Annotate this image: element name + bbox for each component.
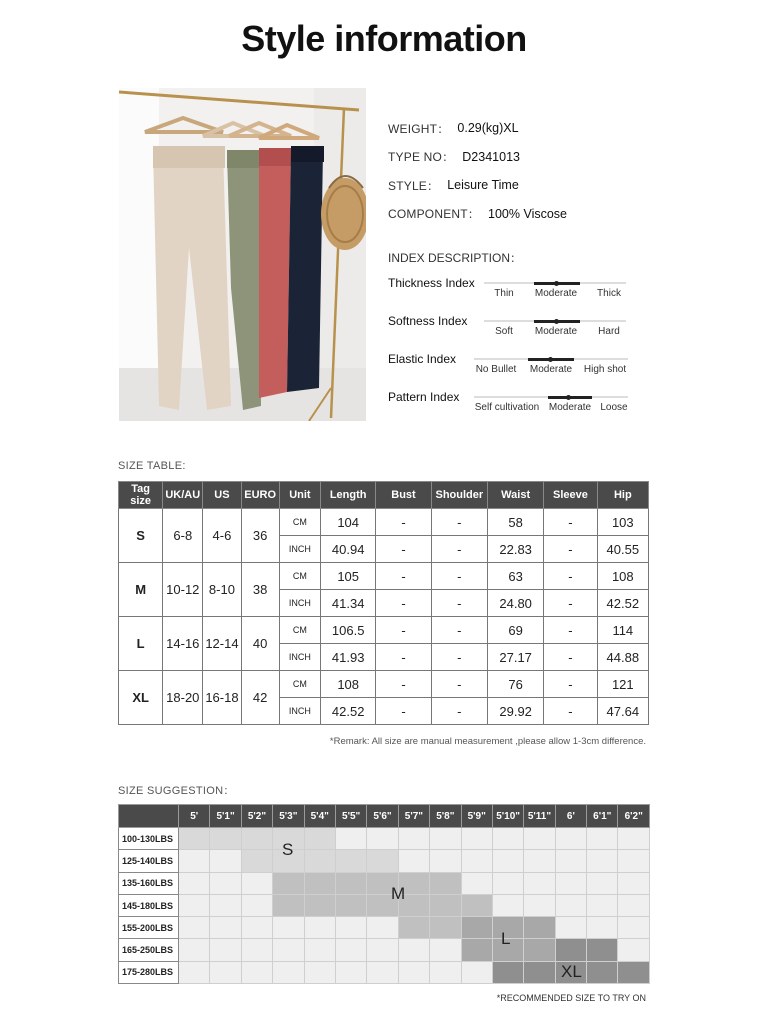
index-option: Moderate: [534, 326, 578, 337]
index-option: Moderate: [534, 288, 578, 299]
length-cell: 106.5: [321, 617, 376, 644]
grid-cell: [555, 939, 586, 961]
grid-cell: [304, 828, 335, 850]
product-attributes: [388, 114, 718, 228]
grid-cell: [304, 917, 335, 939]
attr-style: [388, 171, 718, 200]
index-marker: [548, 357, 553, 362]
grid-cell: [367, 850, 398, 872]
length-cell: 105: [321, 563, 376, 590]
grid-cell: [335, 961, 366, 983]
index-option: Moderate: [548, 402, 592, 413]
bust-cell: -: [376, 536, 431, 563]
table-row: [119, 671, 649, 698]
grid-cell: [524, 872, 555, 894]
size-table-title: SIZE TABLE:: [118, 460, 186, 472]
length-cell: 108: [321, 671, 376, 698]
waist-cell: 22.83: [487, 536, 543, 563]
hip-cell: 108: [597, 563, 648, 590]
grid-cell: [210, 872, 241, 894]
attr-value: D2341013: [462, 149, 520, 164]
grid-cell: [367, 828, 398, 850]
grid-cell: [241, 828, 272, 850]
grid-cell: [461, 917, 492, 939]
grid-cell: [430, 828, 461, 850]
grid-cell: [461, 894, 492, 916]
grid-cell: [555, 894, 586, 916]
attr-value: 0.29(kg)XL: [457, 121, 519, 136]
grid-cell: [587, 917, 618, 939]
sleeve-cell: -: [544, 617, 597, 644]
euro-size: 36: [241, 509, 279, 563]
size-table-header: [119, 482, 649, 509]
index-label: Elastic Index: [388, 352, 457, 366]
hip-cell: 42.52: [597, 590, 648, 617]
grid-cell: [179, 828, 210, 850]
hip-cell: 47.64: [597, 698, 648, 725]
grid-cell: [492, 894, 523, 916]
size-suggestion-grid: [118, 804, 650, 984]
height-header: 5'6": [367, 805, 398, 828]
weight-row: [119, 850, 650, 872]
sleeve-cell: -: [544, 536, 597, 563]
grid-cell: [273, 872, 304, 894]
height-header: 6'2": [618, 805, 650, 828]
weight-row: [119, 872, 650, 894]
weight-label: 100-130LBS: [119, 828, 179, 850]
index-marker: [554, 319, 559, 324]
weight-label: 135-160LBS: [119, 872, 179, 894]
shoulder-cell: -: [431, 617, 487, 644]
unit-cell: CM: [279, 671, 320, 698]
grid-cell: [618, 939, 650, 961]
grid-cell: [241, 894, 272, 916]
grid-cell: [555, 850, 586, 872]
col-header: Shoulder: [431, 482, 487, 509]
grid-cell: [179, 850, 210, 872]
height-header: 5'3": [273, 805, 304, 828]
weight-row: [119, 894, 650, 916]
size-suggestion-title: SIZE SUGGESTION：: [118, 785, 235, 797]
grid-cell: [618, 850, 650, 872]
grid-cell: [304, 850, 335, 872]
grid-cell: [367, 917, 398, 939]
height-header: 5'2": [241, 805, 272, 828]
euro-size: 40: [241, 617, 279, 671]
shoulder-cell: -: [431, 698, 487, 725]
grid-cell: [524, 828, 555, 850]
grid-cell: [179, 872, 210, 894]
height-header: 5': [179, 805, 210, 828]
shoulder-cell: -: [431, 509, 487, 536]
index-option: Moderate: [529, 364, 573, 375]
grid-cell: [430, 917, 461, 939]
length-cell: 41.34: [321, 590, 376, 617]
height-header: 5'10": [492, 805, 523, 828]
unit-cell: CM: [279, 563, 320, 590]
shoulder-cell: -: [431, 590, 487, 617]
index-option: No Bullet: [475, 364, 517, 375]
height-header: 6'1": [587, 805, 618, 828]
attr-type-no: [388, 143, 718, 172]
grid-cell: [335, 939, 366, 961]
grid-cell: [524, 850, 555, 872]
sleeve-cell: -: [544, 509, 597, 536]
grid-cell: [524, 961, 555, 983]
grid-cell: [555, 828, 586, 850]
length-cell: 40.94: [321, 536, 376, 563]
attr-value: Leisure Time: [447, 178, 519, 193]
grid-cell: [335, 917, 366, 939]
shoulder-cell: -: [431, 644, 487, 671]
bust-cell: -: [376, 698, 431, 725]
index-marker: [554, 281, 559, 286]
page-title: Style information: [241, 18, 527, 59]
euro-size: 38: [241, 563, 279, 617]
index-label: Thickness Index: [388, 276, 475, 290]
grid-cell: [210, 917, 241, 939]
product-photo: [119, 88, 366, 421]
grid-cell: [273, 939, 304, 961]
grid-cell: [587, 939, 618, 961]
length-cell: 42.52: [321, 698, 376, 725]
index-option: High shot: [583, 364, 627, 375]
attr-key: TYPE NO：: [388, 150, 455, 165]
grid-cell: [555, 917, 586, 939]
grid-cell: [587, 828, 618, 850]
grid-cell: [587, 961, 618, 983]
bust-cell: -: [376, 563, 431, 590]
grid-cell: [492, 961, 523, 983]
attr-value: 100% Viscose: [488, 206, 568, 221]
uk-size: 14-16: [163, 617, 203, 671]
grid-cell: [273, 961, 304, 983]
unit-cell: CM: [279, 617, 320, 644]
grid-cell: [492, 850, 523, 872]
hip-cell: 40.55: [597, 536, 648, 563]
index-label: Softness Index: [388, 314, 468, 328]
grid-cell: [461, 961, 492, 983]
euro-size: 42: [241, 671, 279, 725]
grid-cell: [618, 894, 650, 916]
attr-component: [388, 200, 718, 229]
grid-cell: [555, 872, 586, 894]
shoulder-cell: -: [431, 536, 487, 563]
table-row: [119, 563, 649, 590]
shoulder-cell: -: [431, 671, 487, 698]
length-cell: 41.93: [321, 644, 376, 671]
col-header: Tag size: [119, 482, 163, 509]
grid-cell: [179, 961, 210, 983]
height-header: 5'9": [461, 805, 492, 828]
tag-size: S: [119, 509, 163, 563]
height-header-row: [119, 805, 650, 828]
waist-cell: 69: [487, 617, 543, 644]
index-marker: [566, 395, 571, 400]
grid-cell: [210, 850, 241, 872]
bust-cell: -: [376, 644, 431, 671]
col-header: Unit: [279, 482, 320, 509]
grid-cell: [461, 872, 492, 894]
shoulder-cell: -: [431, 563, 487, 590]
thickness-index: [388, 276, 638, 312]
col-header: Sleeve: [544, 482, 597, 509]
grid-cell: [587, 850, 618, 872]
tag-size: M: [119, 563, 163, 617]
uk-size: 10-12: [163, 563, 203, 617]
grid-cell: [241, 961, 272, 983]
grid-cell: [430, 872, 461, 894]
waist-cell: 76: [487, 671, 543, 698]
height-header: 5'4": [304, 805, 335, 828]
weight-label: 155-200LBS: [119, 917, 179, 939]
uk-size: 18-20: [163, 671, 203, 725]
weight-label: 165-250LBS: [119, 939, 179, 961]
grid-cell: [179, 894, 210, 916]
attr-key: STYLE：: [388, 178, 440, 193]
attr-key: COMPONENT：: [388, 207, 481, 222]
tag-size: L: [119, 617, 163, 671]
bust-cell: -: [376, 617, 431, 644]
uk-size: 6-8: [163, 509, 203, 563]
grid-cell: [210, 828, 241, 850]
sleeve-cell: -: [544, 644, 597, 671]
length-cell: 104: [321, 509, 376, 536]
unit-cell: INCH: [279, 536, 320, 563]
grid-cell: [304, 894, 335, 916]
index-label: Pattern Index: [388, 390, 460, 404]
us-size: 8-10: [203, 563, 241, 617]
waist-cell: 63: [487, 563, 543, 590]
sleeve-cell: -: [544, 698, 597, 725]
softness-index: [388, 314, 638, 350]
table-row: [119, 617, 649, 644]
tag-size: XL: [119, 671, 163, 725]
index-option: Thin: [494, 288, 514, 299]
height-header: 5'8": [430, 805, 461, 828]
grid-cell: [398, 917, 429, 939]
weight-row: [119, 828, 650, 850]
grid-cell: [430, 850, 461, 872]
grid-cell: [304, 939, 335, 961]
grid-cell: [430, 961, 461, 983]
col-header: Length: [321, 482, 376, 509]
grid-cell: [241, 917, 272, 939]
size-label-xl: XL: [561, 962, 582, 981]
index-option: Self cultivation: [474, 402, 540, 413]
sleeve-cell: -: [544, 563, 597, 590]
hip-cell: 103: [597, 509, 648, 536]
grid-cell: [587, 894, 618, 916]
grid-cell: [210, 939, 241, 961]
grid-cell: [430, 939, 461, 961]
index-option: Hard: [598, 326, 620, 337]
weight-label: 175-280LBS: [119, 961, 179, 983]
col-header: Waist: [487, 482, 543, 509]
grid-cell: [241, 850, 272, 872]
bust-cell: -: [376, 671, 431, 698]
index-option: Soft: [495, 326, 513, 337]
grid-cell: [524, 894, 555, 916]
grid-cell: [210, 961, 241, 983]
grid-cell: [179, 939, 210, 961]
size-label-s: S: [282, 840, 294, 859]
weight-label: 125-140LBS: [119, 850, 179, 872]
grid-cell: [304, 872, 335, 894]
grid-cell: [398, 828, 429, 850]
height-header: 5'11": [524, 805, 555, 828]
height-header: 6': [555, 805, 586, 828]
grid-cell: [492, 872, 523, 894]
grid-cell: [461, 939, 492, 961]
index-option: Thick: [597, 288, 621, 299]
waist-cell: 27.17: [487, 644, 543, 671]
pattern-index: [388, 390, 638, 426]
grid-cell: [618, 872, 650, 894]
grid-cell: [367, 961, 398, 983]
table-row: [119, 509, 649, 536]
size-label-l: L: [501, 929, 511, 948]
height-header: 5'1": [210, 805, 241, 828]
size-table: [118, 481, 649, 725]
unit-cell: INCH: [279, 590, 320, 617]
grid-cell: [304, 961, 335, 983]
recommended-note: *RECOMMENDED SIZE TO TRY ON: [496, 993, 646, 1003]
grid-cell: [524, 917, 555, 939]
hip-cell: 121: [597, 671, 648, 698]
grid-cell: [461, 850, 492, 872]
hip-cell: 114: [597, 617, 648, 644]
col-header: EURO: [241, 482, 279, 509]
grid-cell: [367, 939, 398, 961]
col-header: Hip: [597, 482, 648, 509]
index-option: Loose: [600, 402, 628, 413]
height-header: 5'5": [335, 805, 366, 828]
hip-cell: 44.88: [597, 644, 648, 671]
sleeve-cell: -: [544, 590, 597, 617]
col-header: Bust: [376, 482, 431, 509]
size-remark: *Remark: All size are manual measurement ,please allow 1-3cm difference.: [329, 736, 646, 747]
grid-cell: [618, 828, 650, 850]
weight-row: [119, 939, 650, 961]
grid-cell: [179, 917, 210, 939]
waist-cell: 29.92: [487, 698, 543, 725]
us-size: 16-18: [203, 671, 241, 725]
grid-cell: [618, 961, 650, 983]
grid-cell: [461, 828, 492, 850]
index-description-title: INDEX DESCRIPTION：: [388, 251, 523, 265]
grid-cell: [335, 872, 366, 894]
weight-label: 145-180LBS: [119, 894, 179, 916]
grid-cell: [241, 939, 272, 961]
grid-cell: [273, 894, 304, 916]
grid-cell: [398, 850, 429, 872]
waist-cell: 58: [487, 509, 543, 536]
grid-cell: [524, 939, 555, 961]
col-header: US: [203, 482, 241, 509]
grid-cell: [398, 939, 429, 961]
grid-cell: [241, 872, 272, 894]
us-size: 4-6: [203, 509, 241, 563]
corner-cell: [119, 805, 179, 828]
grid-cell: [492, 828, 523, 850]
grid-cell: [398, 961, 429, 983]
grid-cell: [273, 917, 304, 939]
grid-cell: [335, 828, 366, 850]
bust-cell: -: [376, 590, 431, 617]
unit-cell: CM: [279, 509, 320, 536]
grid-cell: [587, 872, 618, 894]
unit-cell: INCH: [279, 644, 320, 671]
grid-cell: [335, 850, 366, 872]
grid-cell: [430, 894, 461, 916]
weight-row: [119, 917, 650, 939]
sleeve-cell: -: [544, 671, 597, 698]
grid-cell: [618, 917, 650, 939]
waist-cell: 24.80: [487, 590, 543, 617]
bust-cell: -: [376, 509, 431, 536]
us-size: 12-14: [203, 617, 241, 671]
size-label-m: M: [391, 884, 406, 903]
attr-key: WEIGHT：: [388, 121, 450, 136]
attr-weight: [388, 114, 718, 143]
grid-cell: [335, 894, 366, 916]
unit-cell: INCH: [279, 698, 320, 725]
col-header: UK/AU: [163, 482, 203, 509]
grid-cell: [210, 894, 241, 916]
elastic-index: [388, 352, 638, 388]
height-header: 5'7": [398, 805, 429, 828]
